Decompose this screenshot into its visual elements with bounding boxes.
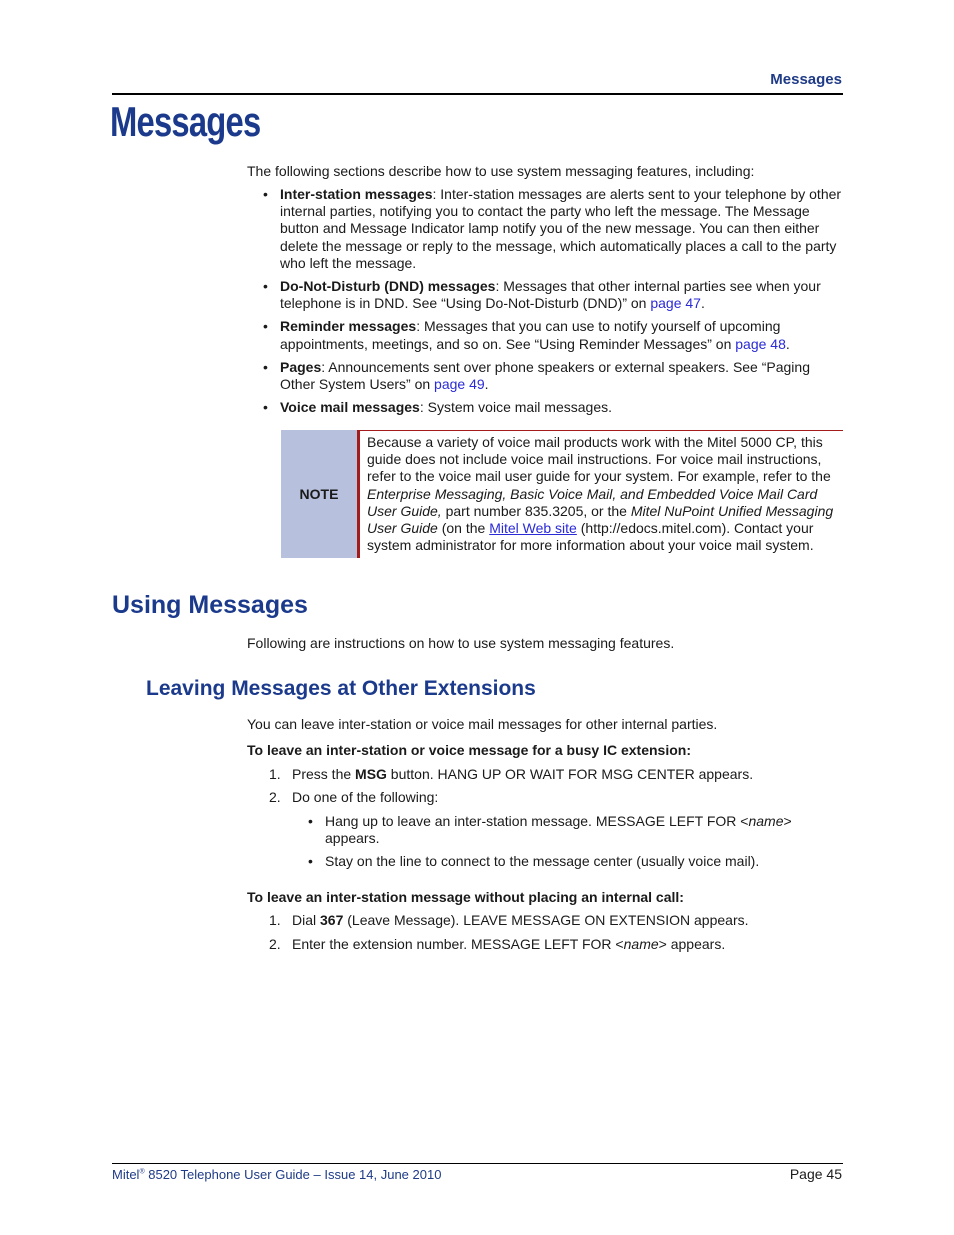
procedure-title: To leave an inter-station or voice message for a busy IC extension:	[247, 742, 691, 758]
list-item	[247, 186, 843, 272]
note-italic: Mitel NuPoint Unified Messaging User Guide	[367, 502, 834, 537]
page-number: Page 45	[789, 1166, 842, 1182]
note-part: (http://edocs.mitel.com). Contact your system administrator for more information about your voice mail system.	[367, 520, 814, 554]
step-text: Press the MSG button. HANG UP OR WAIT FOR MSG CENTER appears.	[292, 766, 754, 782]
footer-doc-title: Mitel® 8520 Telephone User Guide – Issue 14, June 2010	[112, 1167, 442, 1182]
bullet-icon: •	[263, 399, 268, 416]
subsection-intro: You can leave inter-station or voice mail messages for other internal parties.	[247, 716, 718, 732]
option-list	[305, 813, 825, 877]
note-label: NOTE	[281, 430, 360, 558]
list-item	[247, 318, 843, 352]
step-number: 1.	[269, 912, 281, 928]
list-term: Inter-station messages	[280, 186, 433, 202]
procedure-title: To leave an inter-station message without placing an internal call:	[247, 889, 684, 905]
page-link[interactable]: page 47	[650, 295, 701, 312]
note-italic: Enterprise Messaging, Basic Voice Mail, and Embedded Voice Mail Card User Guide,	[367, 485, 818, 519]
list-item	[247, 278, 843, 312]
step-number: 2.	[269, 789, 281, 805]
feature-list	[247, 186, 843, 422]
bullet-icon: •	[263, 358, 268, 375]
mitel-web-site-link[interactable]: Mitel Web site	[489, 520, 577, 537]
section-intro: Following are instructions on how to use system messaging features.	[247, 635, 675, 651]
list-term: Pages	[280, 358, 322, 375]
note-box	[281, 430, 843, 558]
footer-rule	[112, 1163, 843, 1164]
section-heading: Using Messages	[112, 591, 308, 619]
step-text: Enter the extension number. MESSAGE LEFT FOR <name> appears.	[292, 936, 726, 952]
step-number: 2.	[269, 936, 281, 952]
list-text: : Inter-station messages are alerts sent to your telephone by other internal parties, notifying you to contact the party who left the message. The Message button and Message Indicator lamp notify you of the new message. You can then either delete the message or reply to the message, which automatically places a call to the party who left the message.	[280, 186, 842, 271]
list-item: • Stay on the line to connect to the message center (usually voice mail).	[308, 853, 760, 870]
list-text: : System voice mail messages.	[419, 399, 612, 416]
list-end: .	[785, 335, 790, 352]
step-text: Dial 367 (Leave Message). LEAVE MESSAGE ON EXTENSION appears.	[292, 912, 749, 928]
note-divider	[360, 430, 843, 431]
note-part: (on the	[437, 520, 490, 537]
list-term: Do-Not-Disturb (DND) messages	[280, 278, 496, 295]
intro-paragraph: The following sections describe how to use system messaging features, including:	[247, 163, 755, 179]
list-item	[247, 399, 843, 416]
list-item	[247, 359, 843, 393]
subsection-heading: Leaving Messages at Other Extensions	[146, 677, 536, 700]
page-link[interactable]: page 48	[735, 335, 786, 352]
bullet-icon: •	[263, 186, 268, 202]
bullet-icon: •	[263, 278, 268, 295]
list-end: .	[484, 376, 489, 393]
running-head: Messages	[770, 71, 842, 88]
bullet-icon: •	[263, 318, 268, 335]
list-text: : Messages that you can use to notify yourself of upcoming appointments, meetings, and so on. See “Using Reminder Messages” on	[280, 318, 781, 352]
bullet-icon: •	[308, 853, 313, 870]
list-term: Reminder messages	[280, 318, 417, 335]
list-item: • Hang up to leave an inter-station message. MESSAGE LEFT FOR <name> appears.	[308, 813, 792, 847]
note-part: part number 835.3205, or the	[441, 502, 631, 519]
step-number: 1.	[269, 766, 281, 782]
list-end: .	[700, 295, 705, 312]
list-text: : Announcements sent over phone speakers or external speakers. See “Paging Other System Users” on	[280, 358, 810, 393]
header-rule	[112, 93, 843, 95]
page-link[interactable]: page 49	[434, 376, 485, 393]
chapter-title: Messages	[110, 98, 261, 145]
list-term: Voice mail messages	[280, 399, 420, 416]
note-text	[367, 434, 841, 554]
step-text: Do one of the following:	[292, 789, 439, 805]
list-text: : Messages that other internal parties see when your telephone is in DND. See “Using Do-Not-Disturb (DND)” on	[280, 278, 821, 312]
note-part: Because a variety of voice mail products work with the Mitel 5000 CP, this guide does not include voice mail instructions. For voice mail instructions, refer to the voice mail user guide for your system. For example, refer to the	[367, 434, 831, 485]
bullet-icon: •	[308, 813, 313, 829]
